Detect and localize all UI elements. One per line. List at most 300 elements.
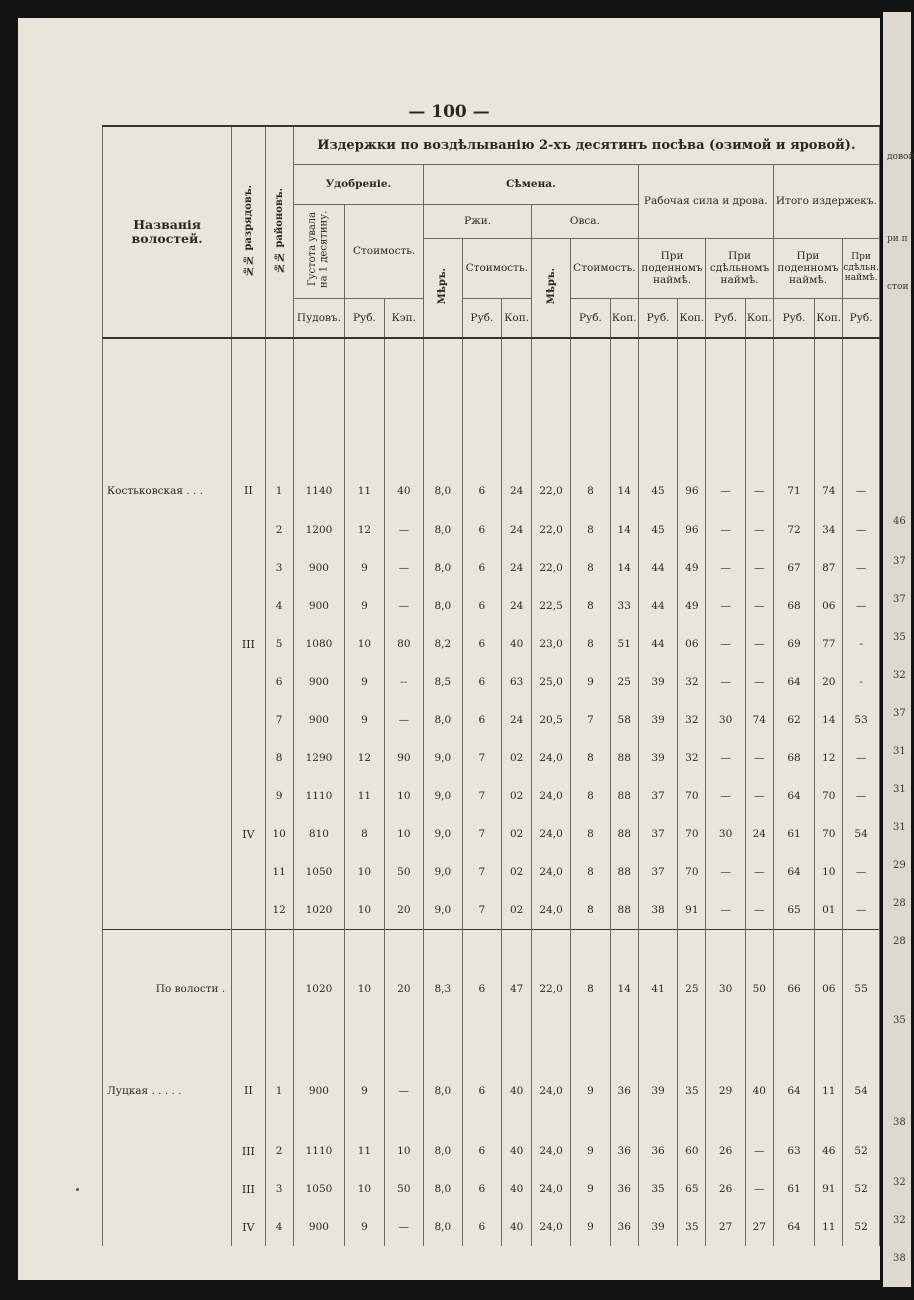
cell-name — [103, 625, 232, 663]
cell-district: 2 — [265, 1132, 293, 1170]
cell-oat-m: 24,0 — [532, 1132, 571, 1170]
cell-rye-m: 8,0 — [424, 1170, 462, 1208]
cell-oat-m: 22,0 — [532, 549, 571, 587]
edge-value: 31 — [893, 822, 906, 833]
cell-rye-m: 8,0 — [424, 511, 462, 549]
cell-rye-kop: 40 — [502, 625, 532, 663]
cell-f-rub: 11 — [345, 1132, 384, 1170]
cell-tp-rub: 55 — [843, 929, 880, 1049]
cell-density: 900 — [293, 587, 345, 625]
cell-f-kop: — — [384, 1049, 423, 1132]
cell-f-rub: 11 — [345, 338, 384, 511]
unit-rub: Руб. — [706, 298, 746, 338]
cell-f-rub: 9 — [345, 549, 384, 587]
table-row — [103, 1208, 880, 1246]
cell-p-rub: 30 — [706, 815, 746, 853]
cell-oat-kop: 14 — [610, 549, 638, 587]
cell-density: 1110 — [293, 777, 345, 815]
cell-rank: IV — [232, 1208, 265, 1246]
edge-value: 37 — [893, 594, 906, 605]
cell-p-kop: 40 — [745, 1049, 773, 1132]
cell-rye-kop: 24 — [502, 549, 532, 587]
header-labor-piece: При сдѣльномъ наймѣ. — [706, 238, 773, 298]
cell-td-rub: 64 — [773, 1208, 815, 1246]
cell-density: 900 — [293, 549, 345, 587]
edge-value: 38 — [893, 1253, 906, 1264]
cell-f-rub: 10 — [345, 929, 384, 1049]
cell-density: 1290 — [293, 739, 345, 777]
cell-density: 1200 — [293, 511, 345, 549]
edge-value: 29 — [893, 860, 906, 871]
cell-rye-kop: 24 — [502, 511, 532, 549]
cell-density: 1050 — [293, 1170, 345, 1208]
cell-f-kop: 50 — [384, 1170, 423, 1208]
cell-district: 7 — [265, 701, 293, 739]
cell-td-kop: 12 — [815, 739, 843, 777]
edge-value: 32 — [893, 670, 906, 681]
cell-d-kop: 25 — [678, 929, 706, 1049]
cell-rye-m: 8,0 — [424, 701, 462, 739]
cell-f-kop: — — [384, 1208, 423, 1246]
cell-oat-rub: 8 — [571, 777, 611, 815]
cell-d-rub: 44 — [638, 587, 678, 625]
cell-rank — [232, 701, 265, 739]
cell-tp-rub: — — [843, 891, 880, 929]
header-oats: Овса. — [532, 204, 639, 238]
cell-p-rub: — — [706, 511, 746, 549]
cell-rye-rub: 6 — [462, 549, 502, 587]
cell-rank: III — [232, 1132, 265, 1170]
cell-p-kop: — — [745, 587, 773, 625]
cell-td-rub: 68 — [773, 739, 815, 777]
cell-tp-rub: 52 — [843, 1208, 880, 1246]
edge-header-fragment: ри п — [887, 234, 908, 244]
adjacent-page-edge — [880, 12, 914, 1287]
cell-rye-kop: 40 — [502, 1170, 532, 1208]
cell-oat-rub: 8 — [571, 853, 611, 891]
cell-district: 11 — [265, 853, 293, 891]
cell-d-kop: 96 — [678, 338, 706, 511]
cell-td-kop: 06 — [815, 929, 843, 1049]
table-header — [103, 126, 880, 338]
cell-name: Луцкая . . . . . — [103, 1049, 232, 1132]
cell-f-kop: — — [384, 549, 423, 587]
cell-rye-rub: 7 — [462, 853, 502, 891]
cell-oat-rub: 9 — [571, 663, 611, 701]
cell-f-rub: 10 — [345, 625, 384, 663]
cell-rye-kop: 40 — [502, 1132, 532, 1170]
cell-rye-kop: 40 — [502, 1049, 532, 1132]
header-fertilizer: Удобреніе. — [293, 164, 423, 204]
cost-table — [102, 125, 880, 1246]
cell-oat-m: 24,0 — [532, 853, 571, 891]
table-row — [103, 777, 880, 815]
cell-p-kop: 27 — [745, 1208, 773, 1246]
cell-oat-rub: 7 — [571, 701, 611, 739]
cell-f-kop: -- — [384, 663, 423, 701]
cell-td-rub: 61 — [773, 1170, 815, 1208]
cell-p-kop: — — [745, 1132, 773, 1170]
cell-td-kop: 10 — [815, 853, 843, 891]
cell-p-kop: — — [745, 511, 773, 549]
cell-td-rub: 63 — [773, 1132, 815, 1170]
cell-p-rub: — — [706, 777, 746, 815]
cell-p-kop: — — [745, 338, 773, 511]
cell-oat-kop: 36 — [610, 1170, 638, 1208]
cell-d-kop: 49 — [678, 549, 706, 587]
cell-rank — [232, 777, 265, 815]
cell-district: 3 — [265, 549, 293, 587]
cell-name — [103, 891, 232, 929]
cell-density: 810 — [293, 815, 345, 853]
cell-density: 900 — [293, 663, 345, 701]
cell-name — [103, 739, 232, 777]
cell-name — [103, 511, 232, 549]
table-row — [103, 549, 880, 587]
unit-puds: Пудовъ. — [293, 298, 345, 338]
cell-rye-m: 8,5 — [424, 663, 462, 701]
cell-rye-rub: 6 — [462, 625, 502, 663]
cell-name: Костьковская . . . — [103, 338, 232, 511]
cell-p-kop: 24 — [745, 815, 773, 853]
cell-name: По волости . — [103, 929, 232, 1049]
cell-d-rub: 37 — [638, 853, 678, 891]
cell-p-rub: — — [706, 338, 746, 511]
header-totals-daily: При поденномъ наймѣ. — [773, 238, 842, 298]
header-rank-no: №№ разрядовъ. — [232, 126, 265, 338]
cell-oat-m: 24,0 — [532, 739, 571, 777]
cell-tp-rub: - — [843, 625, 880, 663]
header-rye-measure: Мѣръ. — [424, 238, 462, 338]
unit-kop: Коп. — [815, 298, 843, 338]
cell-p-kop: — — [745, 891, 773, 929]
cell-rye-m: 8,0 — [424, 1049, 462, 1132]
cell-district: 1 — [265, 338, 293, 511]
unit-rub: Руб. — [345, 298, 384, 338]
unit-rub: Руб. — [638, 298, 678, 338]
cell-td-kop: 11 — [815, 1208, 843, 1246]
cell-f-rub: 12 — [345, 739, 384, 777]
cell-d-rub: 38 — [638, 891, 678, 929]
cell-d-kop: 96 — [678, 511, 706, 549]
cell-rye-m: 8,0 — [424, 338, 462, 511]
cell-density: 1020 — [293, 929, 345, 1049]
edge-value: 35 — [893, 1015, 906, 1026]
cell-name — [103, 663, 232, 701]
cell-oat-kop: 58 — [610, 701, 638, 739]
cell-rank: III — [232, 1170, 265, 1208]
cell-oat-kop: 88 — [610, 777, 638, 815]
cell-tp-rub: 52 — [843, 1170, 880, 1208]
cell-f-rub: 9 — [345, 587, 384, 625]
cell-oat-rub: 8 — [571, 549, 611, 587]
cell-density: 1050 — [293, 853, 345, 891]
cell-rye-kop: 02 — [502, 777, 532, 815]
edge-value: 28 — [893, 898, 906, 909]
cell-rank — [232, 739, 265, 777]
cell-oat-kop: 36 — [610, 1208, 638, 1246]
cell-td-rub: 68 — [773, 587, 815, 625]
cell-f-kop: 40 — [384, 338, 423, 511]
cell-density: 900 — [293, 1208, 345, 1246]
cell-p-rub: 26 — [706, 1170, 746, 1208]
cell-d-kop: 32 — [678, 663, 706, 701]
cell-tp-rub: — — [843, 853, 880, 891]
cell-district — [265, 929, 293, 1049]
cell-rye-m: 9,0 — [424, 777, 462, 815]
header-labor-daily: При поденномъ наймѣ. — [638, 238, 706, 298]
table-row — [103, 625, 880, 663]
cell-oat-rub: 8 — [571, 625, 611, 663]
table-row — [103, 815, 880, 853]
cell-oat-m: 22,0 — [532, 338, 571, 511]
cell-oat-kop: 14 — [610, 929, 638, 1049]
table-row — [103, 853, 880, 891]
header-rye: Ржи. — [424, 204, 532, 238]
cell-d-rub: 45 — [638, 511, 678, 549]
unit-rub: Руб. — [462, 298, 502, 338]
cell-rye-m: 9,0 — [424, 891, 462, 929]
cell-d-kop: 65 — [678, 1170, 706, 1208]
header-totals: Итого издержекъ. — [773, 164, 879, 238]
cell-d-kop: 70 — [678, 815, 706, 853]
cell-f-rub: 10 — [345, 1170, 384, 1208]
cell-name — [103, 1132, 232, 1170]
cell-rye-m: 8,0 — [424, 1132, 462, 1170]
cell-td-kop: 34 — [815, 511, 843, 549]
cell-p-rub: — — [706, 853, 746, 891]
cell-d-rub: 39 — [638, 701, 678, 739]
cell-oat-rub: 9 — [571, 1208, 611, 1246]
cell-td-kop: 01 — [815, 891, 843, 929]
cell-oat-kop: 88 — [610, 891, 638, 929]
cell-oat-rub: 8 — [571, 511, 611, 549]
cell-oat-kop: 14 — [610, 511, 638, 549]
cell-density: 1110 — [293, 1132, 345, 1170]
cell-p-rub: — — [706, 587, 746, 625]
cell-f-rub: 10 — [345, 853, 384, 891]
cell-tp-rub: — — [843, 549, 880, 587]
table-row — [103, 891, 880, 929]
cell-rank — [232, 853, 265, 891]
cell-oat-kop: 25 — [610, 663, 638, 701]
cell-p-rub: 26 — [706, 1132, 746, 1170]
edge-header-fragment: довой — [887, 152, 914, 162]
cell-oat-m: 24,0 — [532, 777, 571, 815]
cell-rank — [232, 511, 265, 549]
header-main-title: Издержки по воздѣлыванію 2-хъ десятинъ посѣва (озимой и яровой). — [293, 126, 879, 164]
cell-oat-rub: 8 — [571, 891, 611, 929]
cell-rye-rub: 6 — [462, 587, 502, 625]
cell-oat-m: 24,0 — [532, 815, 571, 853]
cell-tp-rub: 54 — [843, 1049, 880, 1132]
cell-td-rub: 64 — [773, 853, 815, 891]
cell-density: 1020 — [293, 891, 345, 929]
cell-d-kop: 35 — [678, 1208, 706, 1246]
cell-td-kop: 87 — [815, 549, 843, 587]
cell-oat-m: 22,0 — [532, 929, 571, 1049]
cell-td-rub: 61 — [773, 815, 815, 853]
header-district-no: №№ районовъ. — [265, 126, 293, 338]
cell-d-kop: 70 — [678, 777, 706, 815]
cell-rye-rub: 7 — [462, 891, 502, 929]
table-row — [103, 511, 880, 549]
cell-f-kop: 20 — [384, 891, 423, 929]
cell-rank — [232, 549, 265, 587]
cell-rye-kop: 02 — [502, 739, 532, 777]
cell-rye-kop: 24 — [502, 338, 532, 511]
edge-value: 38 — [893, 1116, 906, 1128]
cell-p-kop: — — [745, 625, 773, 663]
cell-oat-m: 24,0 — [532, 891, 571, 929]
cell-p-kop: — — [745, 853, 773, 891]
cell-district: 10 — [265, 815, 293, 853]
cell-td-rub: 65 — [773, 891, 815, 929]
cell-p-kop: — — [745, 663, 773, 701]
header-labor: Рабочая сила и дрова. — [638, 164, 773, 238]
cell-p-rub: — — [706, 549, 746, 587]
cell-density: 1080 — [293, 625, 345, 663]
cell-td-kop: 91 — [815, 1170, 843, 1208]
edge-value: 46 — [893, 516, 906, 527]
cell-rye-rub: 7 — [462, 739, 502, 777]
cell-f-rub: 8 — [345, 815, 384, 853]
cell-rye-kop: 24 — [502, 701, 532, 739]
cell-rye-kop: 02 — [502, 853, 532, 891]
table-row — [103, 701, 880, 739]
cell-oat-m: 24,0 — [532, 1208, 571, 1246]
cell-d-kop: 32 — [678, 739, 706, 777]
table-row — [103, 587, 880, 625]
ink-speck — [76, 1188, 79, 1191]
header-oat-cost: Стоимость. — [571, 238, 639, 298]
cell-d-rub: 44 — [638, 625, 678, 663]
cell-f-kop: 80 — [384, 625, 423, 663]
cell-d-rub: 44 — [638, 549, 678, 587]
cell-oat-rub: 9 — [571, 1132, 611, 1170]
table-row — [103, 1170, 880, 1208]
table-body — [103, 338, 880, 1246]
cell-oat-rub: 8 — [571, 338, 611, 511]
cell-d-rub: 36 — [638, 1132, 678, 1170]
cell-tp-rub: 54 — [843, 815, 880, 853]
cell-rank — [232, 663, 265, 701]
cell-name — [103, 1208, 232, 1246]
cell-d-rub: 41 — [638, 929, 678, 1049]
cell-td-kop: 70 — [815, 777, 843, 815]
cell-td-kop: 06 — [815, 587, 843, 625]
edge-value: 35 — [893, 632, 906, 643]
cell-td-rub: 66 — [773, 929, 815, 1049]
cell-f-rub: 11 — [345, 777, 384, 815]
cell-td-rub: 64 — [773, 777, 815, 815]
cell-rye-kop: 47 — [502, 929, 532, 1049]
cell-rye-kop: 63 — [502, 663, 532, 701]
cell-rye-rub: 7 — [462, 777, 502, 815]
cell-rye-rub: 7 — [462, 815, 502, 853]
cell-oat-rub: 9 — [571, 1049, 611, 1132]
total-row — [103, 929, 880, 1049]
cell-oat-m: 22,0 — [532, 511, 571, 549]
table-row — [103, 1049, 880, 1132]
cell-td-kop: 11 — [815, 1049, 843, 1132]
cell-oat-kop: 36 — [610, 1049, 638, 1132]
cell-rye-m: 8,0 — [424, 587, 462, 625]
table-row — [103, 338, 880, 511]
cell-f-rub: 9 — [345, 663, 384, 701]
cell-rye-rub: 6 — [462, 1132, 502, 1170]
cell-oat-rub: 8 — [571, 739, 611, 777]
unit-kop: Коп. — [678, 298, 706, 338]
edge-value: 32 — [893, 1215, 906, 1226]
unit-rub: Руб. — [773, 298, 815, 338]
unit-rub: Руб. — [843, 298, 880, 338]
cell-name — [103, 853, 232, 891]
table-row — [103, 663, 880, 701]
cell-d-rub: 35 — [638, 1170, 678, 1208]
book-page — [18, 18, 880, 1280]
cell-td-rub: 69 — [773, 625, 815, 663]
cell-oat-m: 24,0 — [532, 1049, 571, 1132]
cell-td-rub: 72 — [773, 511, 815, 549]
cell-d-rub: 37 — [638, 777, 678, 815]
cell-rank: IV — [232, 815, 265, 853]
cell-td-rub: 62 — [773, 701, 815, 739]
edge-value: 31 — [893, 784, 906, 795]
edge-value: 37 — [893, 708, 906, 719]
cell-name — [103, 549, 232, 587]
cell-rye-rub: 6 — [462, 1049, 502, 1132]
cell-p-rub: — — [706, 625, 746, 663]
cell-f-kop: 10 — [384, 815, 423, 853]
header-totals-piece: При сдѣльн. наймѣ. — [843, 238, 880, 298]
cell-rank: III — [232, 625, 265, 663]
cell-oat-rub: 9 — [571, 1170, 611, 1208]
cell-rye-rub: 6 — [462, 701, 502, 739]
cell-td-kop: 70 — [815, 815, 843, 853]
cell-rye-m: 8,0 — [424, 549, 462, 587]
cell-rye-kop: 24 — [502, 587, 532, 625]
edge-value: 32 — [893, 1177, 906, 1188]
cell-p-kop: 74 — [745, 701, 773, 739]
cell-td-kop: 74 — [815, 338, 843, 511]
cell-p-rub: 29 — [706, 1049, 746, 1132]
cell-p-rub: 30 — [706, 929, 746, 1049]
cell-district: 2 — [265, 511, 293, 549]
cell-rye-rub: 6 — [462, 929, 502, 1049]
cell-f-kop: 90 — [384, 739, 423, 777]
cell-district: 9 — [265, 777, 293, 815]
cell-tp-rub: 52 — [843, 1132, 880, 1170]
cell-name — [103, 777, 232, 815]
cell-rye-kop: 02 — [502, 891, 532, 929]
cell-d-rub: 39 — [638, 1208, 678, 1246]
cell-f-rub: 9 — [345, 1208, 384, 1246]
unit-kop: Коп. — [610, 298, 638, 338]
cell-f-rub: 12 — [345, 511, 384, 549]
cell-td-rub: 71 — [773, 338, 815, 511]
cell-density: 1140 — [293, 338, 345, 511]
cell-d-kop: 35 — [678, 1049, 706, 1132]
header-rye-cost: Стоимость. — [462, 238, 532, 298]
cell-td-rub: 67 — [773, 549, 815, 587]
cell-d-rub: 37 — [638, 815, 678, 853]
cell-tp-rub: 53 — [843, 701, 880, 739]
cell-oat-kop: 88 — [610, 815, 638, 853]
cell-d-kop: 91 — [678, 891, 706, 929]
cell-oat-rub: 8 — [571, 815, 611, 853]
cell-d-kop: 49 — [678, 587, 706, 625]
